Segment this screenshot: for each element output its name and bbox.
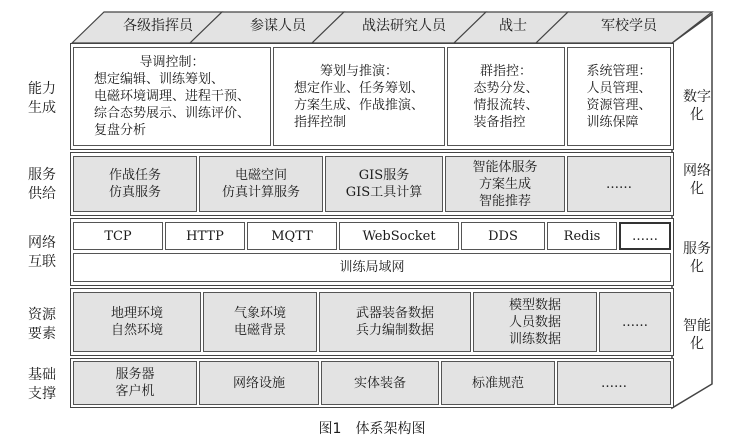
- capability-box-planning-wargaming: [273, 47, 445, 146]
- role-cadet: 军校学员: [601, 18, 657, 34]
- layer-label-resource: 资源 要素: [28, 307, 56, 342]
- infra-box-servers: 服务器 客户机: [73, 361, 197, 405]
- capability-box-body: 想定作业、任务筹划、 方案生成、作战推演、 指挥控制: [293, 80, 424, 130]
- service-box-combat-simulation: 作战任务 仿真服务: [73, 156, 197, 212]
- service-box-more: ……: [567, 156, 671, 212]
- infra-box-physical-equipment: 实体装备: [321, 361, 439, 405]
- capability-box-title: 系统管理：: [586, 63, 652, 79]
- role-commander: 各级指挥员: [123, 18, 193, 34]
- protocol-dds: DDS: [461, 222, 545, 250]
- capability-box-group-command: [447, 47, 565, 146]
- role-soldier: 战士: [499, 18, 527, 34]
- figure-caption: 图1 体系架构图: [318, 421, 426, 437]
- layer-label-service: 服务 供给: [28, 167, 56, 202]
- service-box-agent: 智能体服务 方案生成 智能推荐: [445, 156, 565, 212]
- resource-box-models: 模型数据 人员数据 训练数据: [473, 292, 597, 352]
- capability-box-body: 人员管理、 资源管理、 训练保障: [586, 80, 652, 130]
- resource-box-geography: 地理环境 自然环境: [73, 292, 201, 352]
- capability-box-directing-control: [73, 47, 271, 146]
- service-box-em-simulation: 电磁空间 仿真计算服务: [199, 156, 323, 212]
- protocol-websocket: WebSocket: [339, 222, 459, 250]
- infra-box-more: ……: [557, 361, 671, 405]
- side-label-servicization: 服务化: [683, 241, 711, 275]
- capability-box-title: 群指控：: [479, 63, 532, 79]
- capability-box-system-management: [567, 47, 671, 146]
- protocol-redis: Redis: [547, 222, 617, 250]
- capability-box-body: 态势分发、 情报流转、 装备指控: [473, 80, 539, 130]
- role-staff: 参谋人员: [250, 18, 306, 34]
- capability-box-body: 想定编辑、训练筹划、 电磁环境调理、进程干预、 综合态势展示、训练评价、 复盘分析: [93, 72, 250, 138]
- side-label-networking: 网络化: [683, 163, 711, 197]
- capability-box-title: 筹划与推演：: [319, 63, 398, 79]
- capability-box-title: 导调控制：: [139, 55, 205, 70]
- role-tactics-researcher: 战法研究人员: [362, 18, 446, 34]
- protocol-http: HTTP: [165, 222, 245, 250]
- protocol-more: ……: [619, 222, 671, 250]
- resource-box-more: ……: [599, 292, 671, 352]
- resource-box-weather: 气象环境 电磁背景: [203, 292, 317, 352]
- side-label-digitization: 数字化: [683, 89, 711, 123]
- infra-box-standards: 标准规范: [441, 361, 555, 405]
- training-lan: 训练局域网: [73, 253, 671, 282]
- resource-box-weapons: 武器装备数据 兵力编制数据: [319, 292, 471, 352]
- side-label-intelligence: 智能化: [683, 318, 711, 352]
- service-box-gis: GIS服务 GIS工具计算: [325, 156, 443, 212]
- layer-label-infra: 基础 支撑: [28, 367, 56, 402]
- layer-label-network: 网络 互联: [28, 235, 56, 270]
- protocol-tcp: TCP: [73, 222, 163, 250]
- infra-box-network-facilities: 网络设施: [199, 361, 319, 405]
- protocol-mqtt: MQTT: [247, 222, 337, 250]
- layer-label-capability: 能力 生成: [28, 81, 56, 116]
